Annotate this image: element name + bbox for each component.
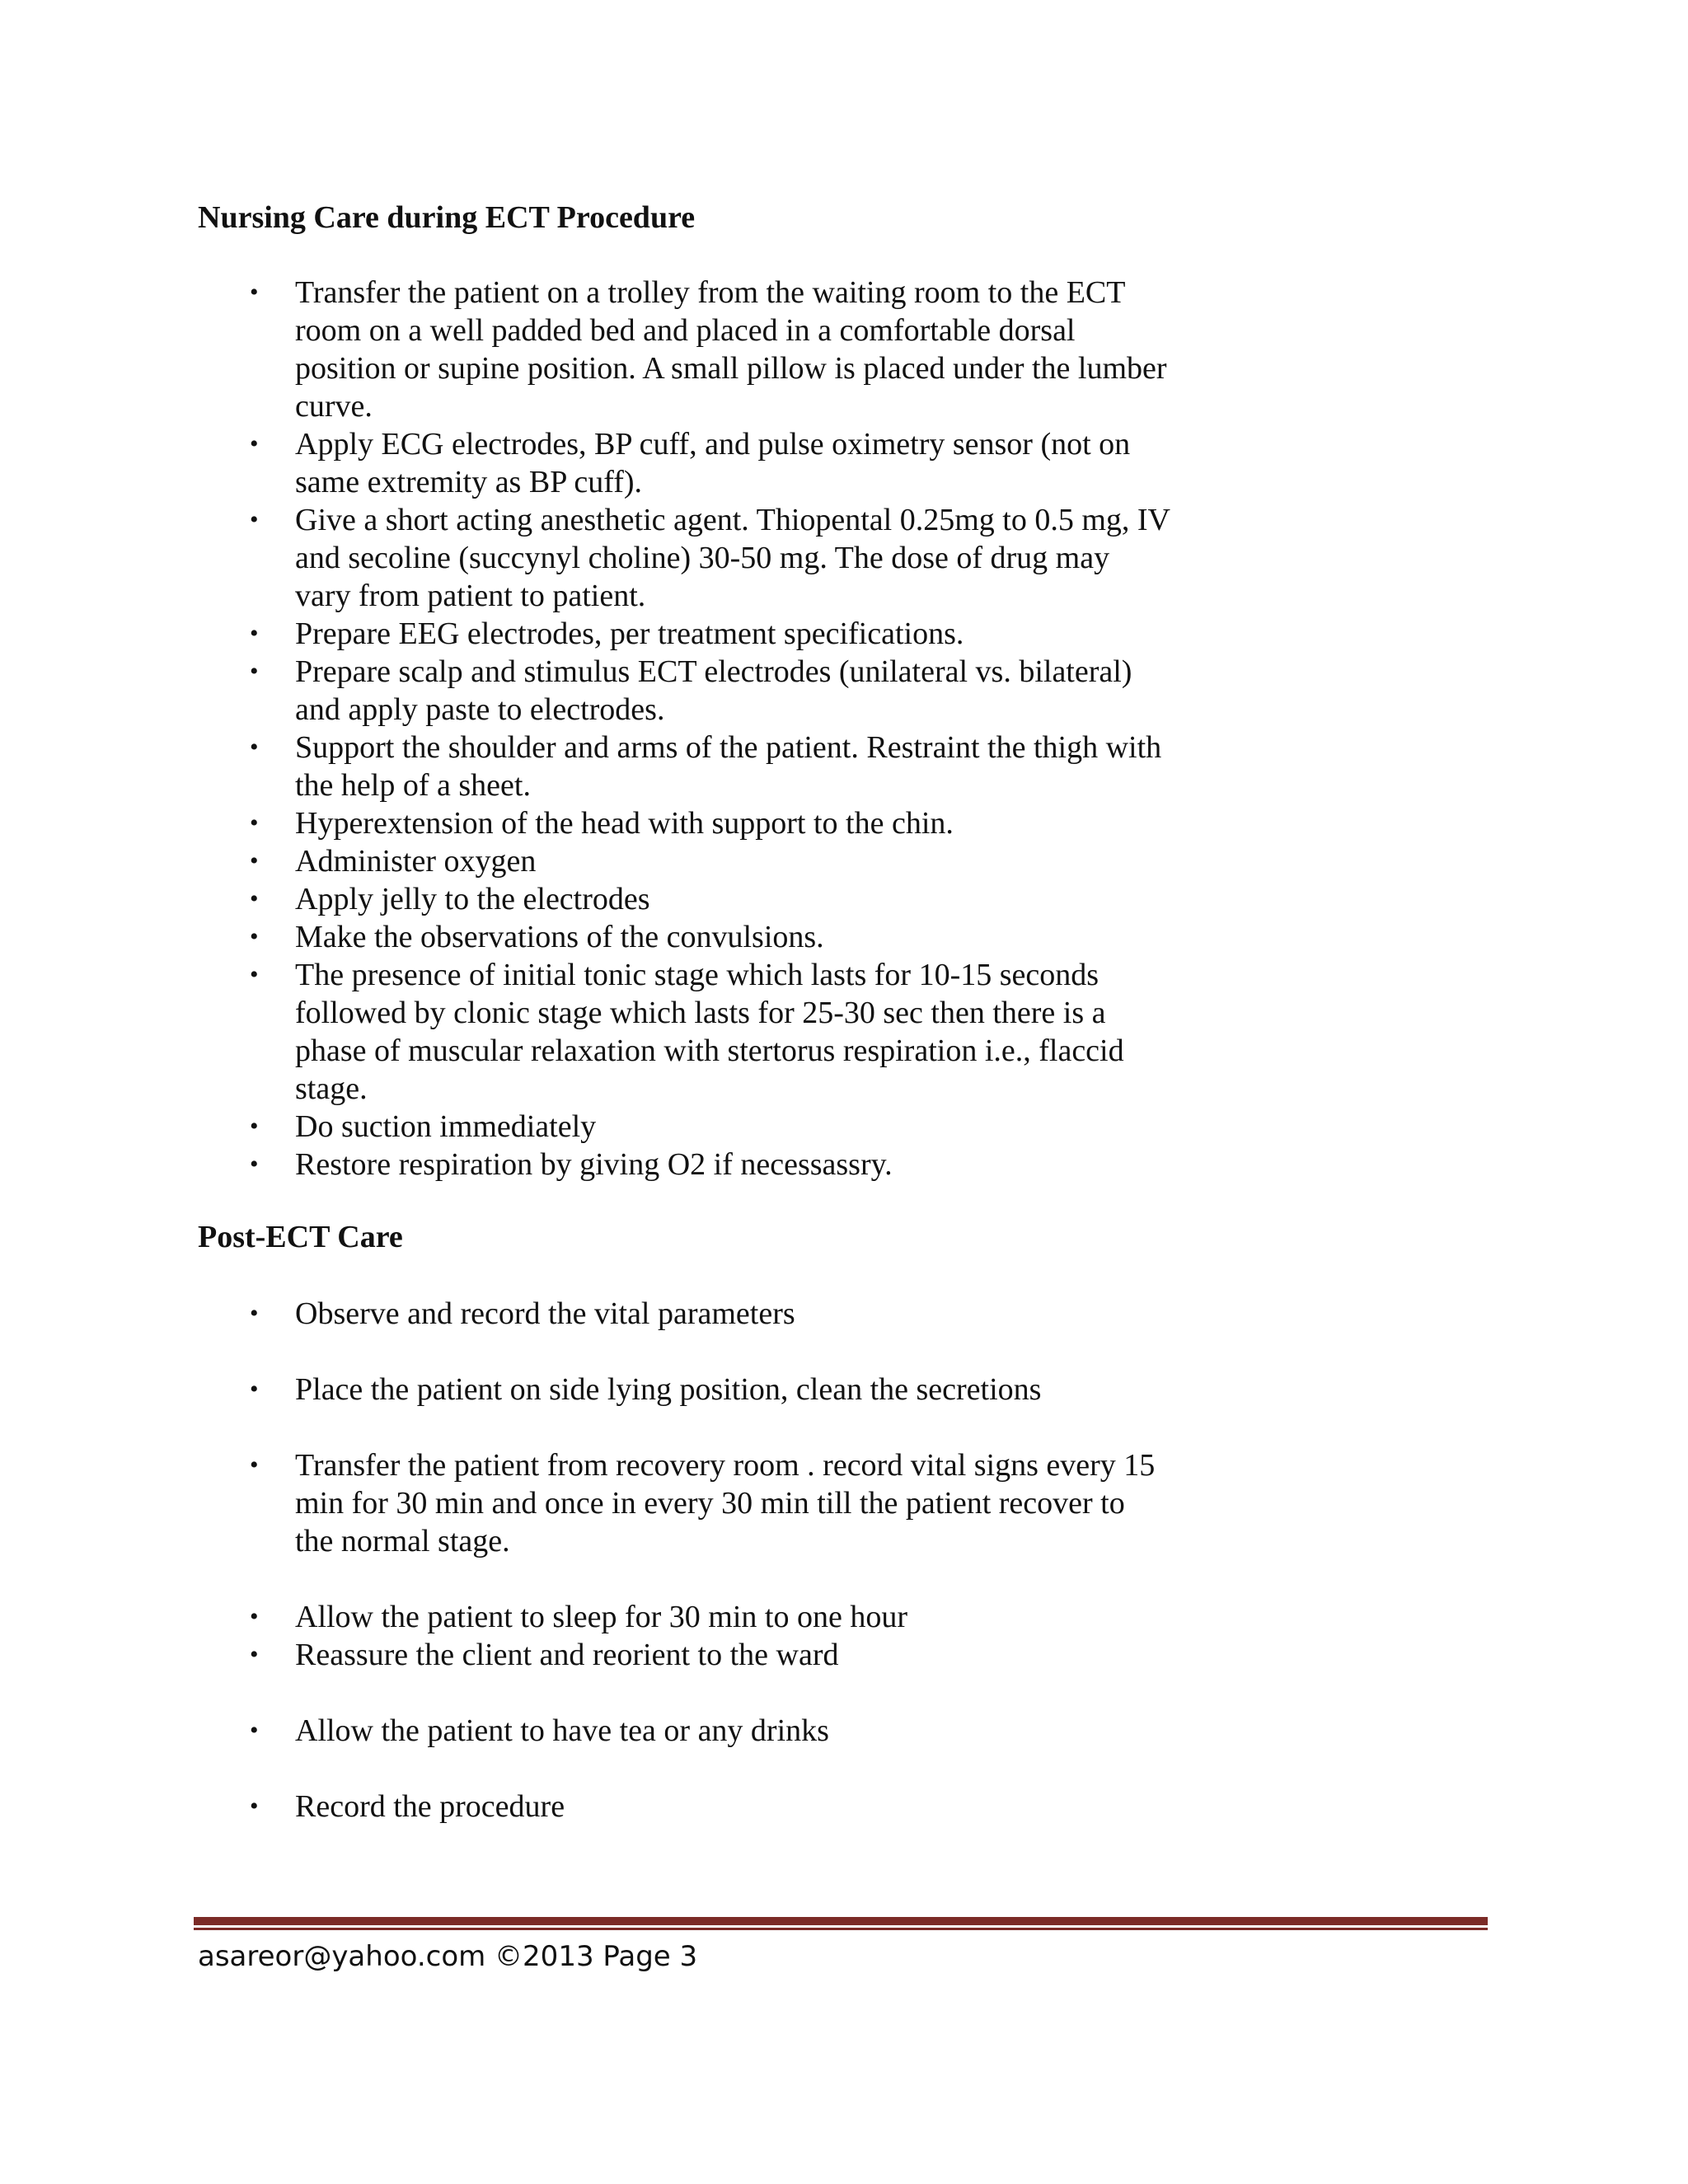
- bullet-icon: •: [250, 430, 259, 457]
- list-item: [198, 842, 1170, 880]
- list-item: [198, 615, 1170, 653]
- section-heading-nursing-care: Nursing Care during ECT Procedure: [198, 200, 696, 235]
- list-item: [198, 1446, 1170, 1560]
- list-item-text: Administer oxygen: [295, 844, 537, 879]
- bullet-icon: •: [250, 620, 259, 647]
- list-item-text: Apply jelly to the electrodes: [295, 882, 650, 916]
- bullet-icon: •: [250, 1151, 259, 1178]
- bullet-icon: •: [250, 1793, 259, 1820]
- list-item: [198, 729, 1170, 804]
- bullet-icon: •: [250, 658, 259, 685]
- bullet-icon: •: [250, 1113, 259, 1140]
- section-heading-post-ect-care: Post-ECT Care: [198, 1220, 403, 1254]
- nursing-care-list: [198, 274, 1170, 1183]
- bullet-icon: •: [250, 847, 259, 874]
- bullet-icon: •: [250, 923, 259, 950]
- list-item-text: Transfer the patient on a trolley from the waiting room to the ECT room on a well padded bed and placed in a comfortable dorsal position or supine position. A small pillow is placed under the lumber curve.: [295, 275, 1167, 424]
- list-item-text: Hyperextension of the head with support to the chin.: [295, 806, 954, 841]
- list-item-text: Give a short acting anesthetic agent. Thiopental 0.25mg to 0.5 mg, IV and secoline (succynyl choline) 30-50 mg. The dose of drug may vary from patient to patient.: [295, 503, 1170, 613]
- list-item: [198, 1712, 1170, 1750]
- list-item: [198, 1108, 1170, 1146]
- list-item-text: Reassure the client and reorient to the ward: [295, 1638, 839, 1672]
- list-item: [198, 1146, 1170, 1183]
- list-item-text: Allow the patient to have tea or any drinks: [295, 1713, 829, 1748]
- bullet-icon: •: [250, 1451, 259, 1479]
- list-item: [198, 956, 1170, 1108]
- list-item: [198, 653, 1170, 729]
- list-item: [198, 425, 1170, 501]
- list-item: [198, 918, 1170, 956]
- bullet-icon: •: [250, 506, 259, 533]
- list-item: [198, 1295, 1170, 1333]
- list-item-text: Restore respiration by giving O2 if necessassry.: [295, 1147, 893, 1182]
- bullet-icon: •: [250, 1717, 259, 1744]
- list-item: [198, 1371, 1170, 1408]
- bullet-icon: •: [250, 1376, 259, 1403]
- list-item-text: Place the patient on side lying position, clean the secretions: [295, 1372, 1042, 1407]
- list-item-text: Prepare EEG electrodes, per treatment specifications.: [295, 616, 964, 651]
- list-item-text: Prepare scalp and stimulus ECT electrodes (unilateral vs. bilateral) and apply paste to electrodes.: [295, 654, 1132, 727]
- footer-divider: [194, 1917, 1488, 1925]
- list-item: [198, 1788, 1170, 1825]
- bullet-icon: •: [250, 1603, 259, 1630]
- list-item-text: Support the shoulder and arms of the patient. Restraint the thigh with the help of a sheet.: [295, 730, 1162, 803]
- page-footer: asareor@yahoo.com ©2013 Page 3: [198, 1940, 698, 1973]
- bullet-icon: •: [250, 961, 259, 988]
- list-item-text: Observe and record the vital parameters: [295, 1296, 795, 1331]
- bullet-icon: •: [250, 279, 259, 306]
- list-item-text: Do suction immediately: [295, 1109, 597, 1144]
- list-item-text: The presence of initial tonic stage which lasts for 10-15 seconds followed by clonic stage which lasts for 25-30 sec then there is a phase of muscular relaxation with stertorus respiration i.e., flaccid stage.: [295, 958, 1124, 1106]
- list-item: [198, 804, 1170, 842]
- list-item-text: Transfer the patient from recovery room . record vital signs every 15 min for 30 min and once in every 30 min till the patient recover to the normal stage.: [295, 1448, 1156, 1558]
- bullet-icon: •: [250, 885, 259, 912]
- list-item-text: Allow the patient to sleep for 30 min to one hour: [295, 1600, 907, 1634]
- list-item: [198, 274, 1170, 425]
- bullet-icon: •: [250, 1300, 259, 1327]
- bullet-icon: •: [250, 733, 259, 761]
- footer-divider-thin: [194, 1928, 1488, 1930]
- bullet-icon: •: [250, 1641, 259, 1668]
- list-item: [198, 1636, 1170, 1674]
- post-ect-care-list: [198, 1295, 1170, 1825]
- list-item-text: Make the observations of the convulsions.: [295, 920, 824, 954]
- list-item: [198, 501, 1170, 615]
- list-item-text: Record the procedure: [295, 1789, 565, 1824]
- list-item: [198, 1598, 1170, 1636]
- list-item-text: Apply ECG electrodes, BP cuff, and pulse oximetry sensor (not on same extremity as BP cuff).: [295, 427, 1131, 499]
- list-item: [198, 880, 1170, 918]
- bullet-icon: •: [250, 809, 259, 837]
